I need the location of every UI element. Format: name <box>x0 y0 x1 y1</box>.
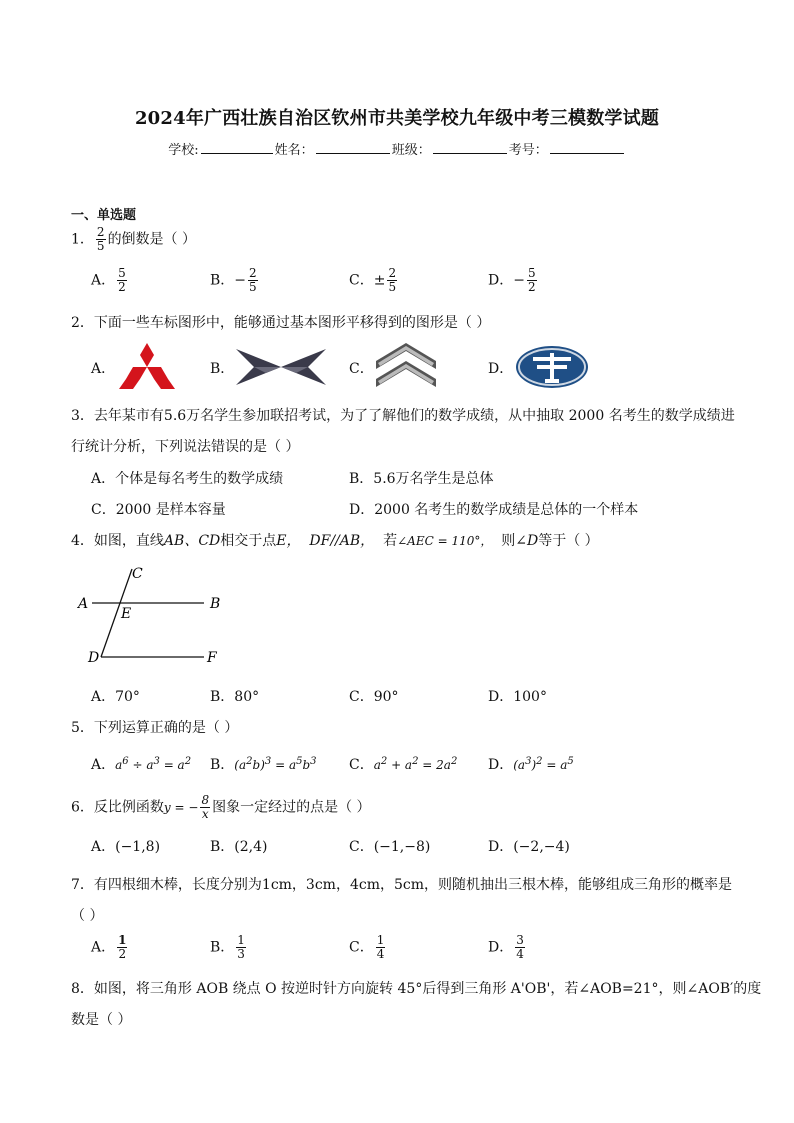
exam-no-label: 考号： <box>508 143 548 158</box>
q3-option-c[interactable]: C．2000 是样本容量 <box>91 502 226 518</box>
mitsubishi-logo-icon <box>118 341 176 391</box>
name-label: 姓名： <box>274 143 314 158</box>
class-blank[interactable] <box>433 139 507 154</box>
school-blank[interactable] <box>201 139 273 154</box>
q1-option-c[interactable]: C．± $\frac{2}{5}$ <box>349 266 397 294</box>
q3-option-b[interactable]: B．5.6万名学生是总体 <box>349 471 494 487</box>
q6-option-a[interactable]: A．(−1,8) <box>91 839 161 855</box>
class-label: 班级： <box>391 143 431 158</box>
question-8-line-2: 数是（ ） <box>71 1012 132 1028</box>
car-logo-x-icon <box>236 347 326 387</box>
q2-option-a-label[interactable]: A． <box>91 361 116 377</box>
q7-option-c[interactable]: C． $\frac{1}{4}$ <box>349 933 385 961</box>
q7-option-d[interactable]: D． $\frac{3}{4}$ <box>488 933 524 961</box>
q4-option-c[interactable]: C．90° <box>349 689 399 705</box>
q2-option-c-label[interactable]: C． <box>349 361 374 377</box>
q5-option-a[interactable]: A．$a^6 \div a^3 = a^2$ <box>91 756 192 773</box>
q7-option-a[interactable]: A． $\frac{1}{2}$ <box>91 933 127 961</box>
exam-no-blank[interactable] <box>550 139 624 154</box>
q1-fraction: $\frac{2}{5}$ <box>96 225 105 253</box>
question-7-line-1: 7．有四根细木棒，长度分别为1cm，3cm，4cm，5cm，则随机抽出三根木棒，能够组成三角形的概率是 <box>71 877 732 893</box>
q4-option-d[interactable]: D．100° <box>488 689 547 705</box>
q1-option-b[interactable]: B．− $\frac{2}{5}$ <box>210 266 257 294</box>
question-3-line-1: 3．去年某市有5.6万名学生参加联招考试，为了了解他们的数学成绩，从中抽取 2000 名考生的数学成绩进 <box>71 408 735 424</box>
label-f: F <box>207 650 217 666</box>
q4-option-b[interactable]: B．80° <box>210 689 260 705</box>
q7-option-b[interactable]: B． $\frac{1}{3}$ <box>210 933 245 961</box>
q1-option-a[interactable]: A． $\frac{5}{2}$ <box>91 266 126 294</box>
label-b: B <box>210 596 221 612</box>
question-6: 6．反比例函数y = − $\frac{8}{x}$ 图象一定经过的点是（ ） <box>71 793 371 821</box>
q5-option-b[interactable]: B．$(a^2b)^3 = a^5b^3$ <box>210 756 317 773</box>
question-1 <box>71 226 196 253</box>
q4-figure <box>74 562 234 672</box>
q6-option-c[interactable]: C．(−1,−8) <box>349 839 431 855</box>
label-a: A <box>78 596 89 612</box>
question-2: 2．下面一些车标图形中，能够通过基本图形平移得到的图形是（ ） <box>71 315 491 331</box>
label-d: D <box>88 650 100 666</box>
q1-number: 1． <box>71 231 94 248</box>
name-blank[interactable] <box>316 139 390 154</box>
q3-option-a[interactable]: A．个体是每名考生的数学成绩 <box>91 471 284 487</box>
q5-option-d[interactable]: D．$(a^3)^2 = a^5$ <box>488 756 574 773</box>
q1-text: 的倒数是（ ） <box>107 231 197 248</box>
q2-option-b-label[interactable]: B． <box>210 361 235 377</box>
question-7-line-2: （ ） <box>71 908 104 924</box>
exam-title: 2024年广西壮族自治区钦州市共美学校九年级中考三模数学试题 <box>134 108 660 129</box>
q4-option-a[interactable]: A．70° <box>91 689 140 705</box>
citroen-logo-icon <box>374 339 438 391</box>
q3-option-d[interactable]: D．2000 名考生的数学成绩是总体的一个样本 <box>349 502 639 518</box>
q6-option-b[interactable]: B．(2,4) <box>210 839 268 855</box>
question-4: 4．如图，直线AB、CD相交于点E， DF//AB， 若∠AEC = 110°， 则∠D等于（ ） <box>71 533 599 549</box>
q1-option-d[interactable]: D．− $\frac{5}{2}$ <box>488 266 536 294</box>
q2-option-d-label[interactable]: D． <box>488 361 514 377</box>
section-heading: 一、单选题 <box>71 208 137 223</box>
school-label: 学校: <box>168 143 199 158</box>
q5-option-c[interactable]: C．$a^2 + a^2 = 2a^2$ <box>349 756 458 773</box>
question-8-line-1: 8．如图，将三角形 AOB 绕点 O 按逆时针方向旋转 45°后得到三角形 A'OB'，若∠AOB=21°，则∠AOB′的度 <box>71 981 762 997</box>
label-c: C <box>132 566 143 582</box>
question-3-line-2: 行统计分析，下列说法错误的是（ ） <box>71 439 300 455</box>
question-5: 5．下列运算正确的是（ ） <box>71 720 239 736</box>
student-info-line <box>0 139 794 158</box>
q6-option-d[interactable]: D．(−2,−4) <box>488 839 570 855</box>
label-e: E <box>121 606 132 622</box>
faw-logo-icon <box>515 345 589 389</box>
